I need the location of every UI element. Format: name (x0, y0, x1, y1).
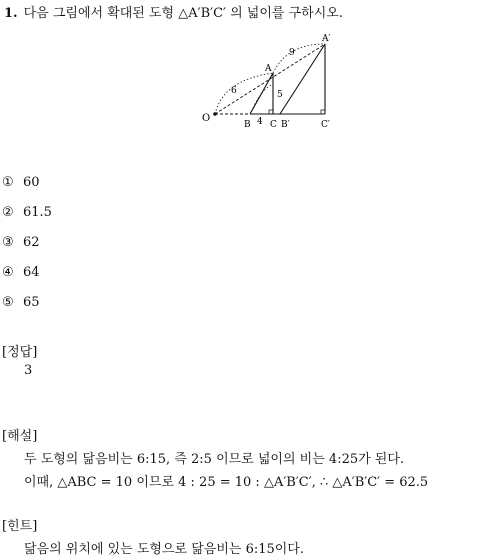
similar-triangles-figure (195, 32, 340, 132)
choice-marker: ⑤ (2, 295, 14, 310)
hint-heading: [힌트] (2, 519, 38, 534)
label-b-prime: B′ (281, 120, 290, 130)
explanation-line-2: 이때, △ABC = 10 이므로 4 : 25 = 10 : △A′B′C′, ∴ △A′B′C′ = 62.5 (24, 475, 429, 490)
choice-value: 64 (23, 265, 40, 280)
choice-marker: ④ (2, 265, 14, 280)
label-c: C (270, 120, 277, 130)
label-b: B (244, 120, 251, 130)
label-oa-length: 6 (231, 86, 237, 96)
choice-3 (2, 235, 40, 250)
choice-marker: ② (2, 205, 14, 220)
choice-5 (2, 295, 40, 310)
answer-value: 3 (24, 363, 33, 378)
choice-marker: ① (2, 175, 14, 190)
choice-4 (2, 265, 40, 280)
choice-2 (2, 205, 52, 220)
choice-value: 61.5 (23, 205, 52, 220)
choice-1 (2, 175, 40, 190)
label-o: O (202, 113, 211, 124)
label-bc-length: 4 (257, 117, 263, 127)
label-a: A (265, 64, 272, 74)
question-text: 다음 그림에서 확대된 도형 △A′B′C′ 의 넓이를 구하시오. (23, 6, 343, 21)
label-c-prime: C′ (321, 120, 330, 130)
answer-heading: [정답] (2, 345, 38, 360)
explanation-line-1: 두 도형의 닮음비는 6:15, 즉 2:5 이므로 넓이의 비는 4:25가 된다. (24, 452, 405, 467)
question (4, 2, 343, 21)
hint-text: 닮음의 위치에 있는 도형으로 닮음비는 6:15이다. (24, 542, 305, 557)
label-aa-prime-length: 9 (289, 48, 295, 58)
label-ac-length: 5 (277, 90, 283, 100)
explanation-heading: [해설] (2, 429, 38, 444)
choice-value: 60 (23, 175, 40, 190)
choice-value: 62 (23, 235, 40, 250)
choice-value: 65 (23, 295, 40, 310)
label-a-prime: A′ (322, 34, 331, 44)
question-number: 1. (4, 6, 18, 21)
choice-marker: ③ (2, 235, 14, 250)
